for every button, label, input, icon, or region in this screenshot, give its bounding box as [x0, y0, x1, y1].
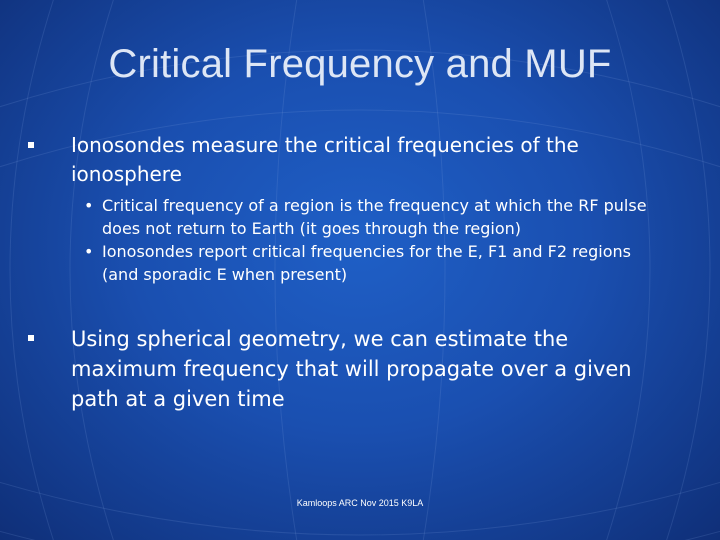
- bullet-2-text: Using spherical geometry, we can estimate the maximum frequency that will propagate over a given path at a given time: [71, 327, 632, 411]
- sub-bullet-list: [84, 194, 674, 286]
- dot-bullet-icon: •: [84, 196, 94, 215]
- sub-bullet-2-text: Ionosondes report critical frequencies for the E, F1 and F2 regions (and sporadic E when present): [102, 242, 632, 284]
- slide-title: Critical Frequency and MUF: [108, 42, 612, 86]
- bullet-2: [28, 324, 661, 414]
- dot-bullet-icon: •: [84, 242, 94, 261]
- sub-bullet-2: [84, 240, 674, 286]
- bullet-1-text: Ionosondes measure the critical frequencies of the ionosphere: [71, 133, 579, 186]
- sub-bullet-1: [84, 194, 674, 240]
- footer-text: Kamloops ARC Nov 2015 K9LA: [296, 498, 424, 508]
- bullet-1: [28, 131, 661, 189]
- square-bullet-icon: [28, 142, 34, 148]
- square-bullet-icon: [28, 335, 34, 341]
- sub-bullet-1-text: Critical frequency of a region is the frequency at which the RF pulse does not return to Earth (it goes through the region): [102, 196, 647, 238]
